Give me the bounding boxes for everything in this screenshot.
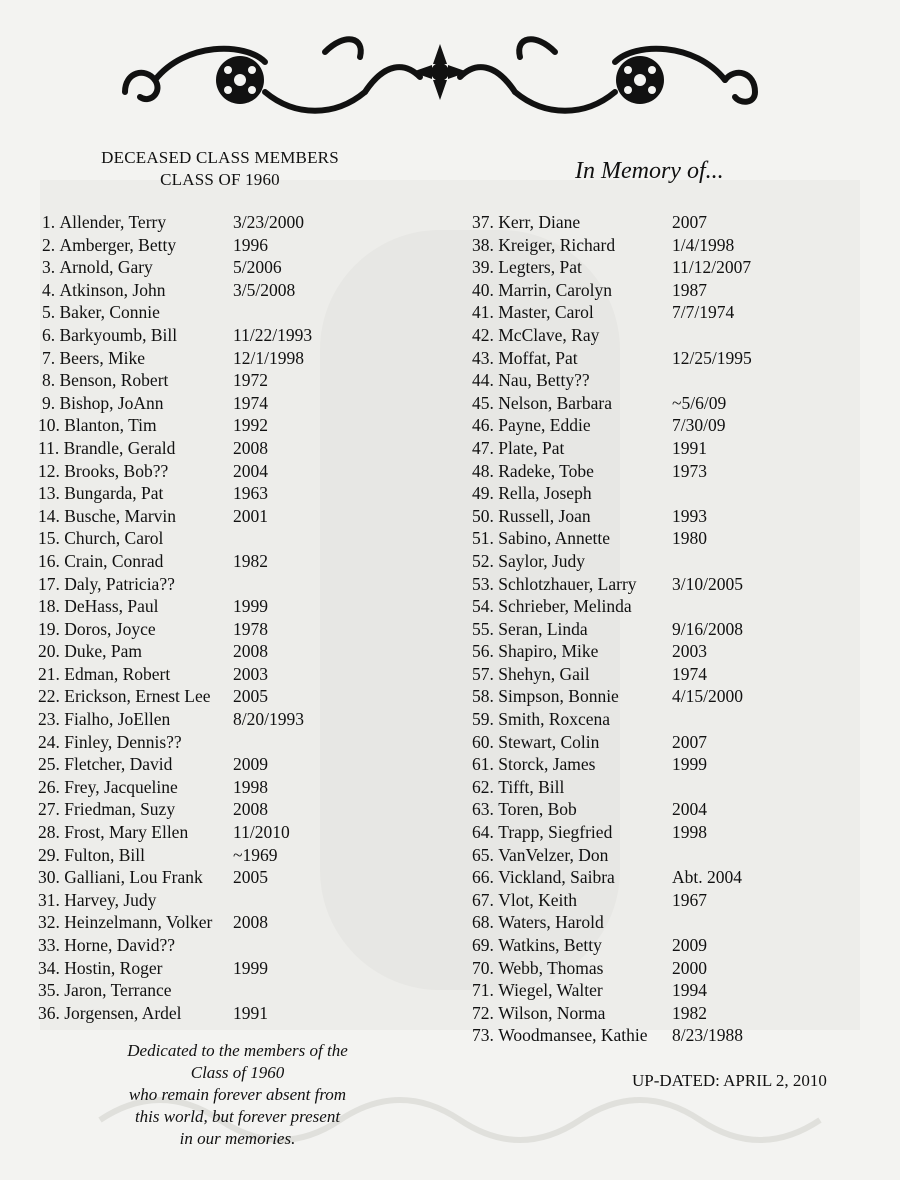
member-date: 1996	[233, 234, 268, 255]
list-item	[472, 844, 892, 867]
list-item	[472, 618, 892, 641]
member-number: 63.	[472, 799, 494, 820]
list-item	[472, 708, 892, 731]
list-item	[472, 889, 892, 912]
member-number: 64.	[472, 822, 494, 843]
member-name: Atkinson, John	[59, 279, 166, 300]
list-item	[38, 482, 458, 505]
member-name: Tifft, Bill	[498, 776, 565, 797]
list-item	[472, 821, 892, 844]
list-item	[472, 392, 892, 415]
member-date: 1973	[672, 460, 707, 481]
member-name: Vlot, Keith	[498, 889, 577, 910]
member-name: Russell, Joan	[498, 505, 591, 526]
list-item	[472, 595, 892, 618]
member-date: 11/12/2007	[672, 257, 752, 278]
member-name: Seran, Linda	[498, 618, 588, 639]
memory-title: In Memory of...	[575, 158, 724, 184]
member-number: 4.	[42, 279, 56, 300]
member-date: 1982	[233, 550, 268, 571]
member-number: 40.	[472, 279, 494, 300]
member-name: Doros, Joyce	[64, 618, 156, 639]
member-number: 71.	[472, 980, 494, 1001]
member-name: Sabino, Annette	[498, 528, 611, 549]
list-item	[38, 957, 458, 980]
list-item	[472, 685, 892, 708]
member-date: ~5/6/09	[672, 392, 727, 413]
member-number: 39.	[472, 257, 494, 278]
member-date: 1998	[672, 822, 707, 843]
member-date: Abt. 2004	[672, 867, 742, 888]
member-number: 32.	[38, 912, 60, 933]
member-date: 7/7/1974	[672, 302, 735, 323]
list-item	[38, 437, 458, 460]
member-name: Daly, Patricia??	[64, 573, 175, 594]
list-item	[38, 460, 458, 483]
member-name: Master, Carol	[498, 302, 594, 323]
member-name: Edman, Robert	[64, 663, 171, 684]
member-number: 37.	[472, 212, 494, 232]
member-date: 1987	[672, 279, 707, 300]
member-name: Woodmansee, Kathie	[498, 1025, 648, 1046]
member-number: 72.	[472, 1002, 494, 1023]
member-number: 51.	[472, 528, 494, 549]
member-name: Moffat, Pat	[498, 347, 578, 368]
member-name: Wilson, Norma	[498, 1002, 606, 1023]
member-name: VanVelzer, Don	[498, 844, 609, 865]
member-number: 14.	[38, 505, 60, 526]
dedication-line: in our memories.	[179, 1129, 296, 1148]
member-name: Toren, Bob	[498, 799, 577, 820]
member-name: McClave, Ray	[498, 324, 600, 345]
member-date: 1982	[672, 1002, 707, 1023]
member-date: 2005	[233, 867, 268, 888]
list-item	[38, 1002, 458, 1025]
member-number: 49.	[472, 483, 494, 504]
member-name: Saylor, Judy	[498, 550, 586, 571]
list-item	[472, 776, 892, 799]
list-item	[38, 618, 458, 641]
member-name: Bishop, JoAnn	[59, 392, 164, 413]
member-name: Shapiro, Mike	[498, 641, 599, 662]
member-number: 23.	[38, 709, 60, 730]
list-item	[38, 979, 458, 1002]
member-date: 3/23/2000	[233, 212, 304, 232]
list-item	[38, 527, 458, 550]
list-item	[472, 753, 892, 776]
member-name: Friedman, Suzy	[64, 799, 176, 820]
member-name: Legters, Pat	[498, 257, 582, 278]
member-number: 11.	[38, 437, 60, 458]
list-item	[38, 595, 458, 618]
list-item	[472, 482, 892, 505]
dedication-line: Class of 1960	[190, 1063, 285, 1082]
member-date: 8/23/1988	[672, 1025, 743, 1046]
member-number: 8.	[42, 370, 56, 391]
member-date: 1999	[233, 957, 268, 978]
list-item	[38, 550, 458, 573]
member-number: 16.	[38, 550, 60, 571]
member-name: Radeke, Tobe	[498, 460, 594, 481]
member-number: 67.	[472, 889, 494, 910]
list-item	[472, 369, 892, 392]
member-date: 2003	[233, 663, 268, 684]
list-item	[38, 211, 458, 234]
member-date: 2003	[672, 641, 707, 662]
list-item	[38, 573, 458, 596]
member-number: 2.	[42, 234, 56, 255]
member-number: 44.	[472, 370, 494, 391]
member-number: 9.	[42, 392, 56, 413]
member-number: 59.	[472, 709, 494, 730]
member-name: Finley, Dennis??	[64, 731, 182, 752]
member-number: 13.	[38, 483, 60, 504]
member-date: 1992	[233, 415, 268, 436]
member-name: Fletcher, David	[64, 754, 173, 775]
dedication-line: this world, but forever present	[134, 1107, 341, 1126]
member-date: 2009	[233, 754, 268, 775]
member-number: 21.	[38, 663, 60, 684]
member-date: 12/25/1995	[672, 347, 752, 368]
member-name: Blanton, Tim	[64, 415, 157, 436]
member-name: Barkyoumb, Bill	[59, 324, 178, 345]
list-item	[38, 685, 458, 708]
member-number: 62.	[472, 776, 494, 797]
member-number: 10.	[38, 415, 60, 436]
member-number: 66.	[472, 867, 494, 888]
member-name: Schlotzhauer, Larry	[498, 573, 637, 594]
member-name: Schrieber, Melinda	[498, 596, 632, 617]
member-number: 1.	[42, 212, 56, 232]
member-number: 24.	[38, 731, 60, 752]
member-number: 34.	[38, 957, 60, 978]
member-date: 1980	[672, 528, 707, 549]
member-number: 28.	[38, 822, 60, 843]
list-item	[38, 753, 458, 776]
member-number: 35.	[38, 980, 60, 1001]
member-date: 1999	[672, 754, 707, 775]
member-date: 2001	[233, 505, 268, 526]
member-date: 1963	[233, 483, 268, 504]
list-item	[38, 844, 458, 867]
member-number: 7.	[42, 347, 56, 368]
member-number: 57.	[472, 663, 494, 684]
list-item	[472, 301, 892, 324]
list-item	[38, 889, 458, 912]
dedication-text	[70, 1040, 405, 1150]
member-name: Brandle, Gerald	[63, 437, 176, 458]
member-number: 25.	[38, 754, 60, 775]
scroll-flourish-ornament-icon	[95, 22, 785, 130]
member-number: 68.	[472, 912, 494, 933]
member-date: 11/22/1993	[233, 324, 313, 345]
list-item	[38, 234, 458, 257]
members-list-left	[38, 211, 458, 1024]
list-item	[38, 911, 458, 934]
list-item	[38, 324, 458, 347]
list-item	[472, 437, 892, 460]
list-item	[472, 640, 892, 663]
member-number: 19.	[38, 618, 60, 639]
member-number: 41.	[472, 302, 494, 323]
member-name: Beers, Mike	[59, 347, 146, 368]
member-name: Duke, Pam	[64, 641, 143, 662]
member-date: 3/5/2008	[233, 279, 296, 300]
list-item	[38, 708, 458, 731]
member-number: 48.	[472, 460, 494, 481]
member-number: 31.	[38, 889, 60, 910]
member-date: 12/1/1998	[233, 347, 304, 368]
member-date: 1972	[233, 370, 268, 391]
member-number: 56.	[472, 641, 494, 662]
list-item	[472, 324, 892, 347]
list-item	[472, 731, 892, 754]
heading-line-1: DECEASED CLASS MEMBERS	[101, 148, 339, 167]
member-name: Nelson, Barbara	[498, 392, 612, 413]
list-item	[38, 256, 458, 279]
member-name: Kreiger, Richard	[498, 234, 616, 255]
member-name: Horne, David??	[64, 935, 176, 955]
member-name: Jorgensen, Ardel	[64, 1002, 182, 1023]
list-item	[472, 979, 892, 1002]
member-name: Trapp, Siegfried	[498, 822, 613, 843]
member-number: 17.	[38, 573, 60, 594]
member-date: 8/20/1993	[233, 709, 304, 730]
member-name: Allender, Terry	[59, 212, 167, 232]
member-date: 2008	[233, 641, 268, 662]
member-name: Hostin, Roger	[64, 957, 163, 978]
list-item	[38, 347, 458, 370]
member-name: Webb, Thomas	[498, 957, 604, 978]
member-name: Payne, Eddie	[498, 415, 591, 436]
member-date: 1974	[672, 663, 707, 684]
list-item	[38, 731, 458, 754]
member-number: 73.	[472, 1025, 494, 1046]
member-name: Vickland, Saibra	[498, 867, 615, 888]
list-item	[472, 1024, 892, 1047]
member-number: 43.	[472, 347, 494, 368]
member-name: Wiegel, Walter	[498, 980, 603, 1001]
list-item	[472, 414, 892, 437]
member-date: 2007	[672, 212, 707, 232]
member-name: Heinzelmann, Volker	[64, 912, 213, 933]
member-date: 2008	[233, 437, 268, 458]
member-date: 1978	[233, 618, 268, 639]
member-number: 45.	[472, 392, 494, 413]
member-date: 1967	[672, 889, 707, 910]
list-item	[472, 911, 892, 934]
member-date: 2004	[672, 799, 707, 820]
member-number: 30.	[38, 867, 60, 888]
member-name: Storck, James	[498, 754, 596, 775]
member-date: 9/16/2008	[672, 618, 743, 639]
member-name: Nau, Betty??	[498, 370, 590, 391]
member-date: 2008	[233, 912, 268, 933]
member-number: 3.	[42, 257, 56, 278]
list-item	[38, 369, 458, 392]
member-date: 2009	[672, 935, 707, 955]
member-name: DeHass, Paul	[64, 596, 159, 617]
member-name: Galliani, Lou Frank	[64, 867, 203, 888]
list-item	[472, 663, 892, 686]
member-date: 1994	[672, 980, 707, 1001]
list-item	[472, 957, 892, 980]
member-name: Stewart, Colin	[498, 731, 600, 752]
member-name: Smith, Roxcena	[498, 709, 611, 730]
member-name: Crain, Conrad	[64, 550, 164, 571]
member-name: Amberger, Betty	[59, 234, 177, 255]
list-item	[38, 414, 458, 437]
member-number: 69.	[472, 935, 494, 955]
member-name: Frey, Jacqueline	[64, 776, 178, 797]
member-name: Frost, Mary Ellen	[64, 822, 189, 843]
member-name: Fulton, Bill	[64, 844, 145, 865]
member-number: 47.	[472, 437, 494, 458]
member-date: 1999	[233, 596, 268, 617]
member-number: 46.	[472, 415, 494, 436]
list-item	[38, 934, 458, 957]
list-item	[472, 347, 892, 370]
list-item	[38, 301, 458, 324]
member-number: 53.	[472, 573, 494, 594]
members-list-right	[472, 211, 892, 1047]
list-item	[472, 573, 892, 596]
member-name: Busche, Marvin	[64, 505, 177, 526]
member-number: 36.	[38, 1002, 60, 1023]
list-item	[472, 550, 892, 573]
member-number: 29.	[38, 844, 60, 865]
member-number: 60.	[472, 731, 494, 752]
member-number: 42.	[472, 324, 494, 345]
member-name: Rella, Joseph	[498, 483, 592, 504]
member-name: Harvey, Judy	[64, 889, 157, 910]
list-item	[38, 279, 458, 302]
member-name: Fialho, JoEllen	[64, 709, 171, 730]
member-name: Watkins, Betty	[498, 935, 602, 955]
member-date: 2008	[233, 799, 268, 820]
member-number: 52.	[472, 550, 494, 571]
member-name: Plate, Pat	[498, 437, 565, 458]
member-number: 6.	[42, 324, 56, 345]
member-number: 65.	[472, 844, 494, 865]
member-number: 50.	[472, 505, 494, 526]
list-item	[472, 527, 892, 550]
heading-line-2: CLASS OF 1960	[160, 170, 280, 189]
member-name: Benson, Robert	[59, 370, 169, 391]
member-name: Brooks, Bob??	[64, 460, 169, 481]
member-date: 1991	[672, 437, 707, 458]
member-number: 22.	[38, 686, 60, 707]
member-name: Shehyn, Gail	[498, 663, 590, 684]
member-date: 1974	[233, 392, 268, 413]
member-name: Erickson, Ernest Lee	[64, 686, 211, 707]
member-number: 27.	[38, 799, 60, 820]
member-name: Jaron, Terrance	[64, 980, 172, 1001]
member-name: Arnold, Gary	[59, 257, 153, 278]
list-item	[38, 663, 458, 686]
member-name: Simpson, Bonnie	[498, 686, 619, 707]
member-number: 58.	[472, 686, 494, 707]
member-number: 70.	[472, 957, 494, 978]
member-name: Bungarda, Pat	[64, 483, 164, 504]
list-item	[38, 640, 458, 663]
member-number: 12.	[38, 460, 60, 481]
list-item	[38, 821, 458, 844]
member-date: 2000	[672, 957, 707, 978]
member-name: Kerr, Diane	[498, 212, 581, 232]
list-item	[38, 866, 458, 889]
list-item	[472, 234, 892, 257]
list-item	[472, 505, 892, 528]
list-item	[472, 460, 892, 483]
member-date: 1993	[672, 505, 707, 526]
dedication-line: who remain forever absent from	[128, 1085, 347, 1104]
list-item	[472, 866, 892, 889]
member-number: 55.	[472, 618, 494, 639]
member-number: 33.	[38, 935, 60, 955]
member-date: 3/10/2005	[672, 573, 743, 594]
list-item	[472, 256, 892, 279]
member-name: Waters, Harold	[498, 912, 604, 933]
member-number: 61.	[472, 754, 494, 775]
list-item	[38, 776, 458, 799]
dedication-line: Dedicated to the members of the	[127, 1041, 348, 1060]
member-date: 1991	[233, 1002, 268, 1023]
member-date: 2007	[672, 731, 707, 752]
updated-date: UP-DATED: APRIL 2, 2010	[632, 1071, 827, 1090]
member-date: 11/2010	[233, 822, 290, 843]
member-date: 4/15/2000	[672, 686, 743, 707]
list-item	[38, 392, 458, 415]
member-date: ~1969	[233, 844, 278, 865]
list-item	[472, 934, 892, 957]
member-number: 18.	[38, 596, 60, 617]
member-date: 7/30/09	[672, 415, 726, 436]
list-item	[472, 279, 892, 302]
list-heading	[70, 147, 370, 191]
list-item	[38, 505, 458, 528]
member-date: 5/2006	[233, 257, 282, 278]
member-number: 20.	[38, 641, 60, 662]
member-date: 1/4/1998	[672, 234, 735, 255]
member-number: 15.	[38, 528, 60, 549]
member-number: 38.	[472, 234, 494, 255]
member-number: 54.	[472, 596, 494, 617]
member-date: 1998	[233, 776, 268, 797]
member-name: Marrin, Carolyn	[498, 279, 612, 300]
list-item	[472, 1002, 892, 1025]
list-item	[472, 211, 892, 234]
member-number: 26.	[38, 776, 60, 797]
member-date: 2004	[233, 460, 268, 481]
list-item	[472, 798, 892, 821]
member-number: 5.	[42, 302, 56, 323]
list-item	[38, 798, 458, 821]
member-name: Baker, Connie	[59, 302, 160, 323]
member-name: Church, Carol	[64, 528, 164, 549]
member-date: 2005	[233, 686, 268, 707]
